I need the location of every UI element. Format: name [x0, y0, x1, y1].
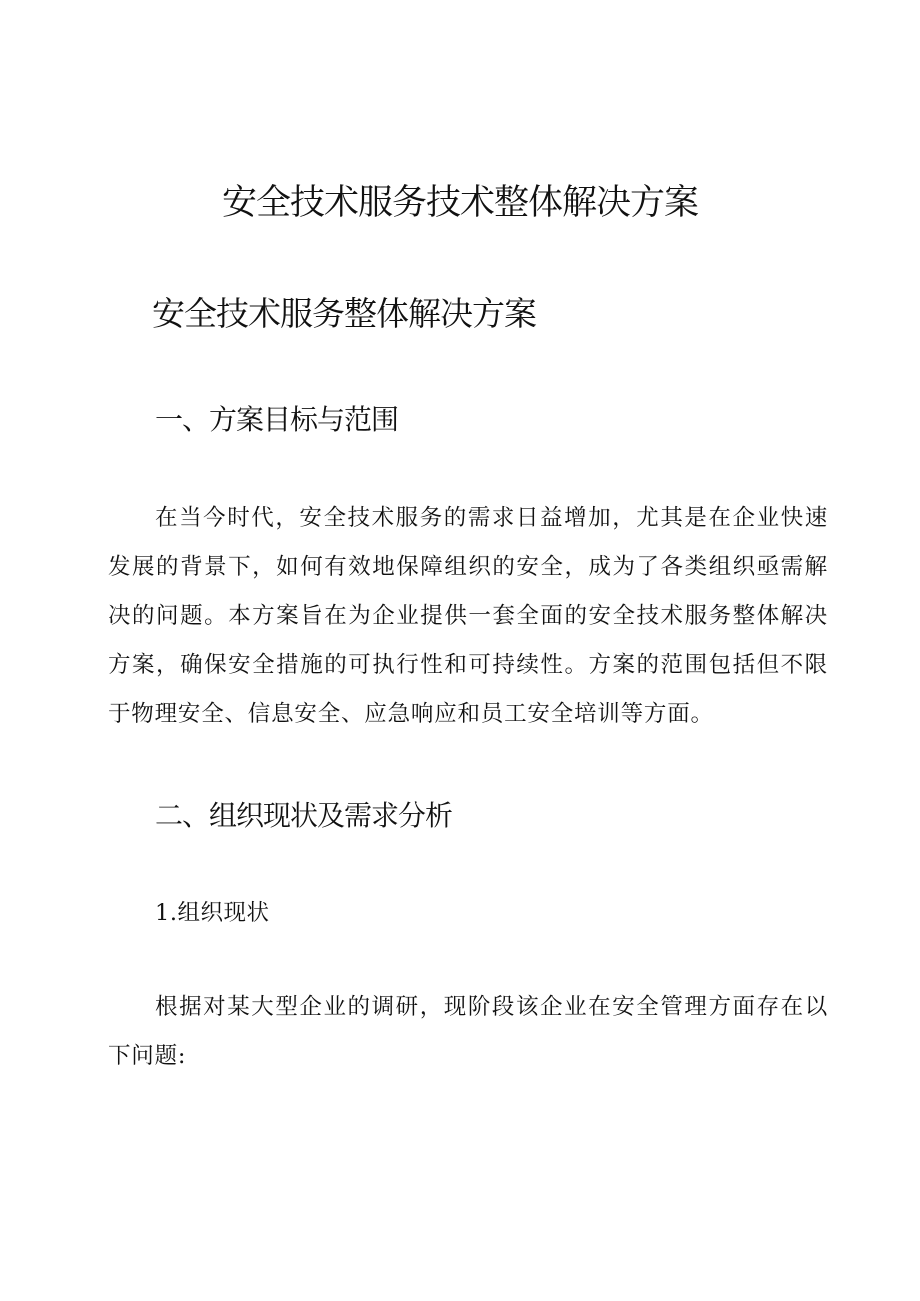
section-objectives-paragraph: 在当今时代，安全技术服务的需求日益增加，尤其是在企业快速发展的背景下，如何有效地保障组织的安全，成为了各类组织亟需解决的问题。本方案旨在为企业提供一套全面的安全技术服务整体解决方案，确保安全措施的可执行性和可持续性。方案的范围包括但不限于物理安全、信息安全、应急响应和员工安全培训等方面。: [108, 505, 828, 727]
section-heading-objectives: 一、方案目标与范围: [155, 403, 399, 436]
document-title: 安全技术服务技术整体解决方案: [221, 183, 698, 223]
subsection-heading-status: 1.组织现状: [155, 900, 270, 926]
section-heading-analysis: 二、组织现状及需求分析: [155, 799, 453, 832]
section-analysis-paragraph: 根据对某大型企业的调研，现阶段该企业在安全管理方面存在以下问题:: [108, 994, 828, 1069]
document-subtitle: 安全技术服务整体解决方案: [152, 294, 536, 333]
